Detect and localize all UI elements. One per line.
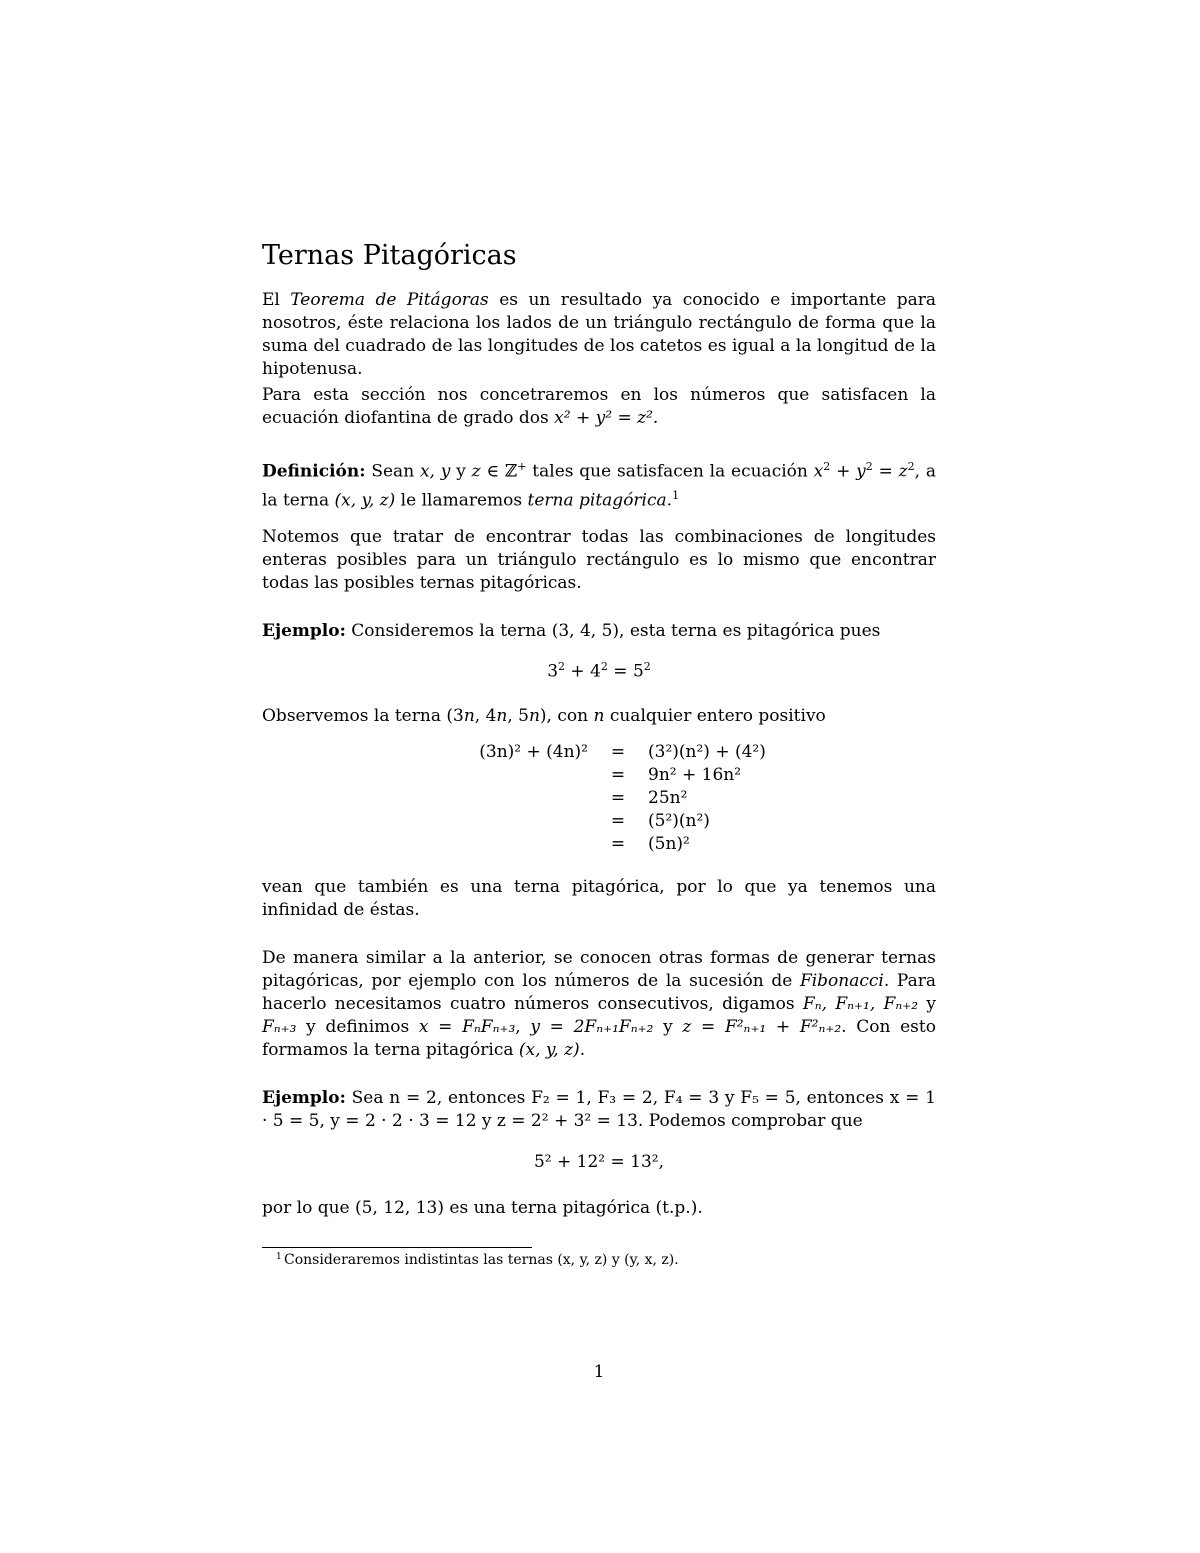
derivation-row: = (5²)(n²) [610,811,710,831]
fibonacci-term: Fibonacci [799,971,884,991]
theorem-name: Teorema de Pitágoras [290,290,489,310]
aligned-derivation [448,741,766,856]
paragraph-general-triple: Observemos la terna (3n, 4n, 5n), con n cualquier entero positivo [262,706,826,726]
derivation-row: = (5n)² [610,834,690,854]
paragraph-remark: Notemos que tratar de encontrar todas las combinaciones de longitudes enteras posibles para un triángulo rectángulo es lo mismo que encontrar todas las posibles ternas pitagóricas. [262,527,936,593]
equation-3-4-5: $3^2 + 4^2 = 5^2$ [547,660,651,682]
derivation-row: = 25n² [610,788,688,808]
defined-term: terna pitagórica [527,490,667,511]
footnote-text: Consideraremos indistintas las ternas (x, y, z) y (y, x, z). [284,1252,679,1268]
diophantine-equation: x² + y² = z². [554,408,659,428]
paragraph-example-1: Ejemplo: Consideremos la terna (3, 4, 5), esta terna es pitagórica pues [262,621,881,641]
footnote-reference: 1 [672,488,680,502]
paragraph-definition: Definición: Sean x, y y z ∈ ℤ+ tales que satisfacen la ecuación $x^2 + y^2 = z^2$, a la terna (x, y, z) le llamaremos terna pitagórica.$^1$ [262,460,936,511]
paragraph-section-intro: Para esta sección nos concetraremos en los números que satisfacen la ecuación diofantina de grado dos x² + y² = z². [262,385,936,428]
equation-5-12-13: 5² + 12² = 13², [533,1152,665,1172]
paragraph-infinite-triples: vean que también es una terna pitagórica, por lo que ya tenemos una infinidad de éstas. [262,877,936,920]
example-label: Ejemplo: [262,1088,346,1108]
paragraph-conclusion: por lo que (5, 12, 13) es una terna pitagórica (t.p.). [262,1198,703,1218]
footnote-rule [262,1247,532,1248]
derivation-row: (3n)² + (4n)² = (3²)(n²) + (4²) [479,742,766,762]
footnote-mark: 1 [276,1252,282,1262]
page-number: 1 [593,1362,605,1382]
paragraph-theorem: El Teorema de Pitágoras es un resultado ya conocido e importante para nosotros, éste relaciona los lados de un triángulo rectángulo de forma que la suma del cuadrado de las longitudes de los catetos es igual a la longitud de la hipotenusa. [262,290,936,379]
example-label: Ejemplo: [262,621,346,641]
paragraph-example-2: Ejemplo: Sea n = 2, entonces F₂ = 1, F₃ = 2, F₄ = 3 y F₅ = 5, entonces x = 1 · 5 = 5, y = 2 · 2 · 3 = 12 y z = 2² + 3² = 13. Podemos comprobar que [262,1088,936,1131]
derivation-row: = 9n² + 16n² [610,765,742,785]
paragraph-fibonacci: De manera similar a la anterior, se conocen otras formas de generar ternas pitagóricas, por ejemplo con los números de la sucesión de Fibonacci. Para hacerlo necesitamos cuatro números consecutivos, digamos Fₙ, Fₙ₊₁, Fₙ₊₂ y Fₙ₊₃ y definimos x = FₙFₙ₊₃, y = 2Fₙ₊₁Fₙ₊₂ y z = F²ₙ₊₁ + F²ₙ₊₂. Con esto formamos la terna pitagórica (x, y, z). [262,948,936,1060]
page-title: Ternas Pitagóricas [262,240,517,271]
definition-label: Definición: [262,461,366,482]
